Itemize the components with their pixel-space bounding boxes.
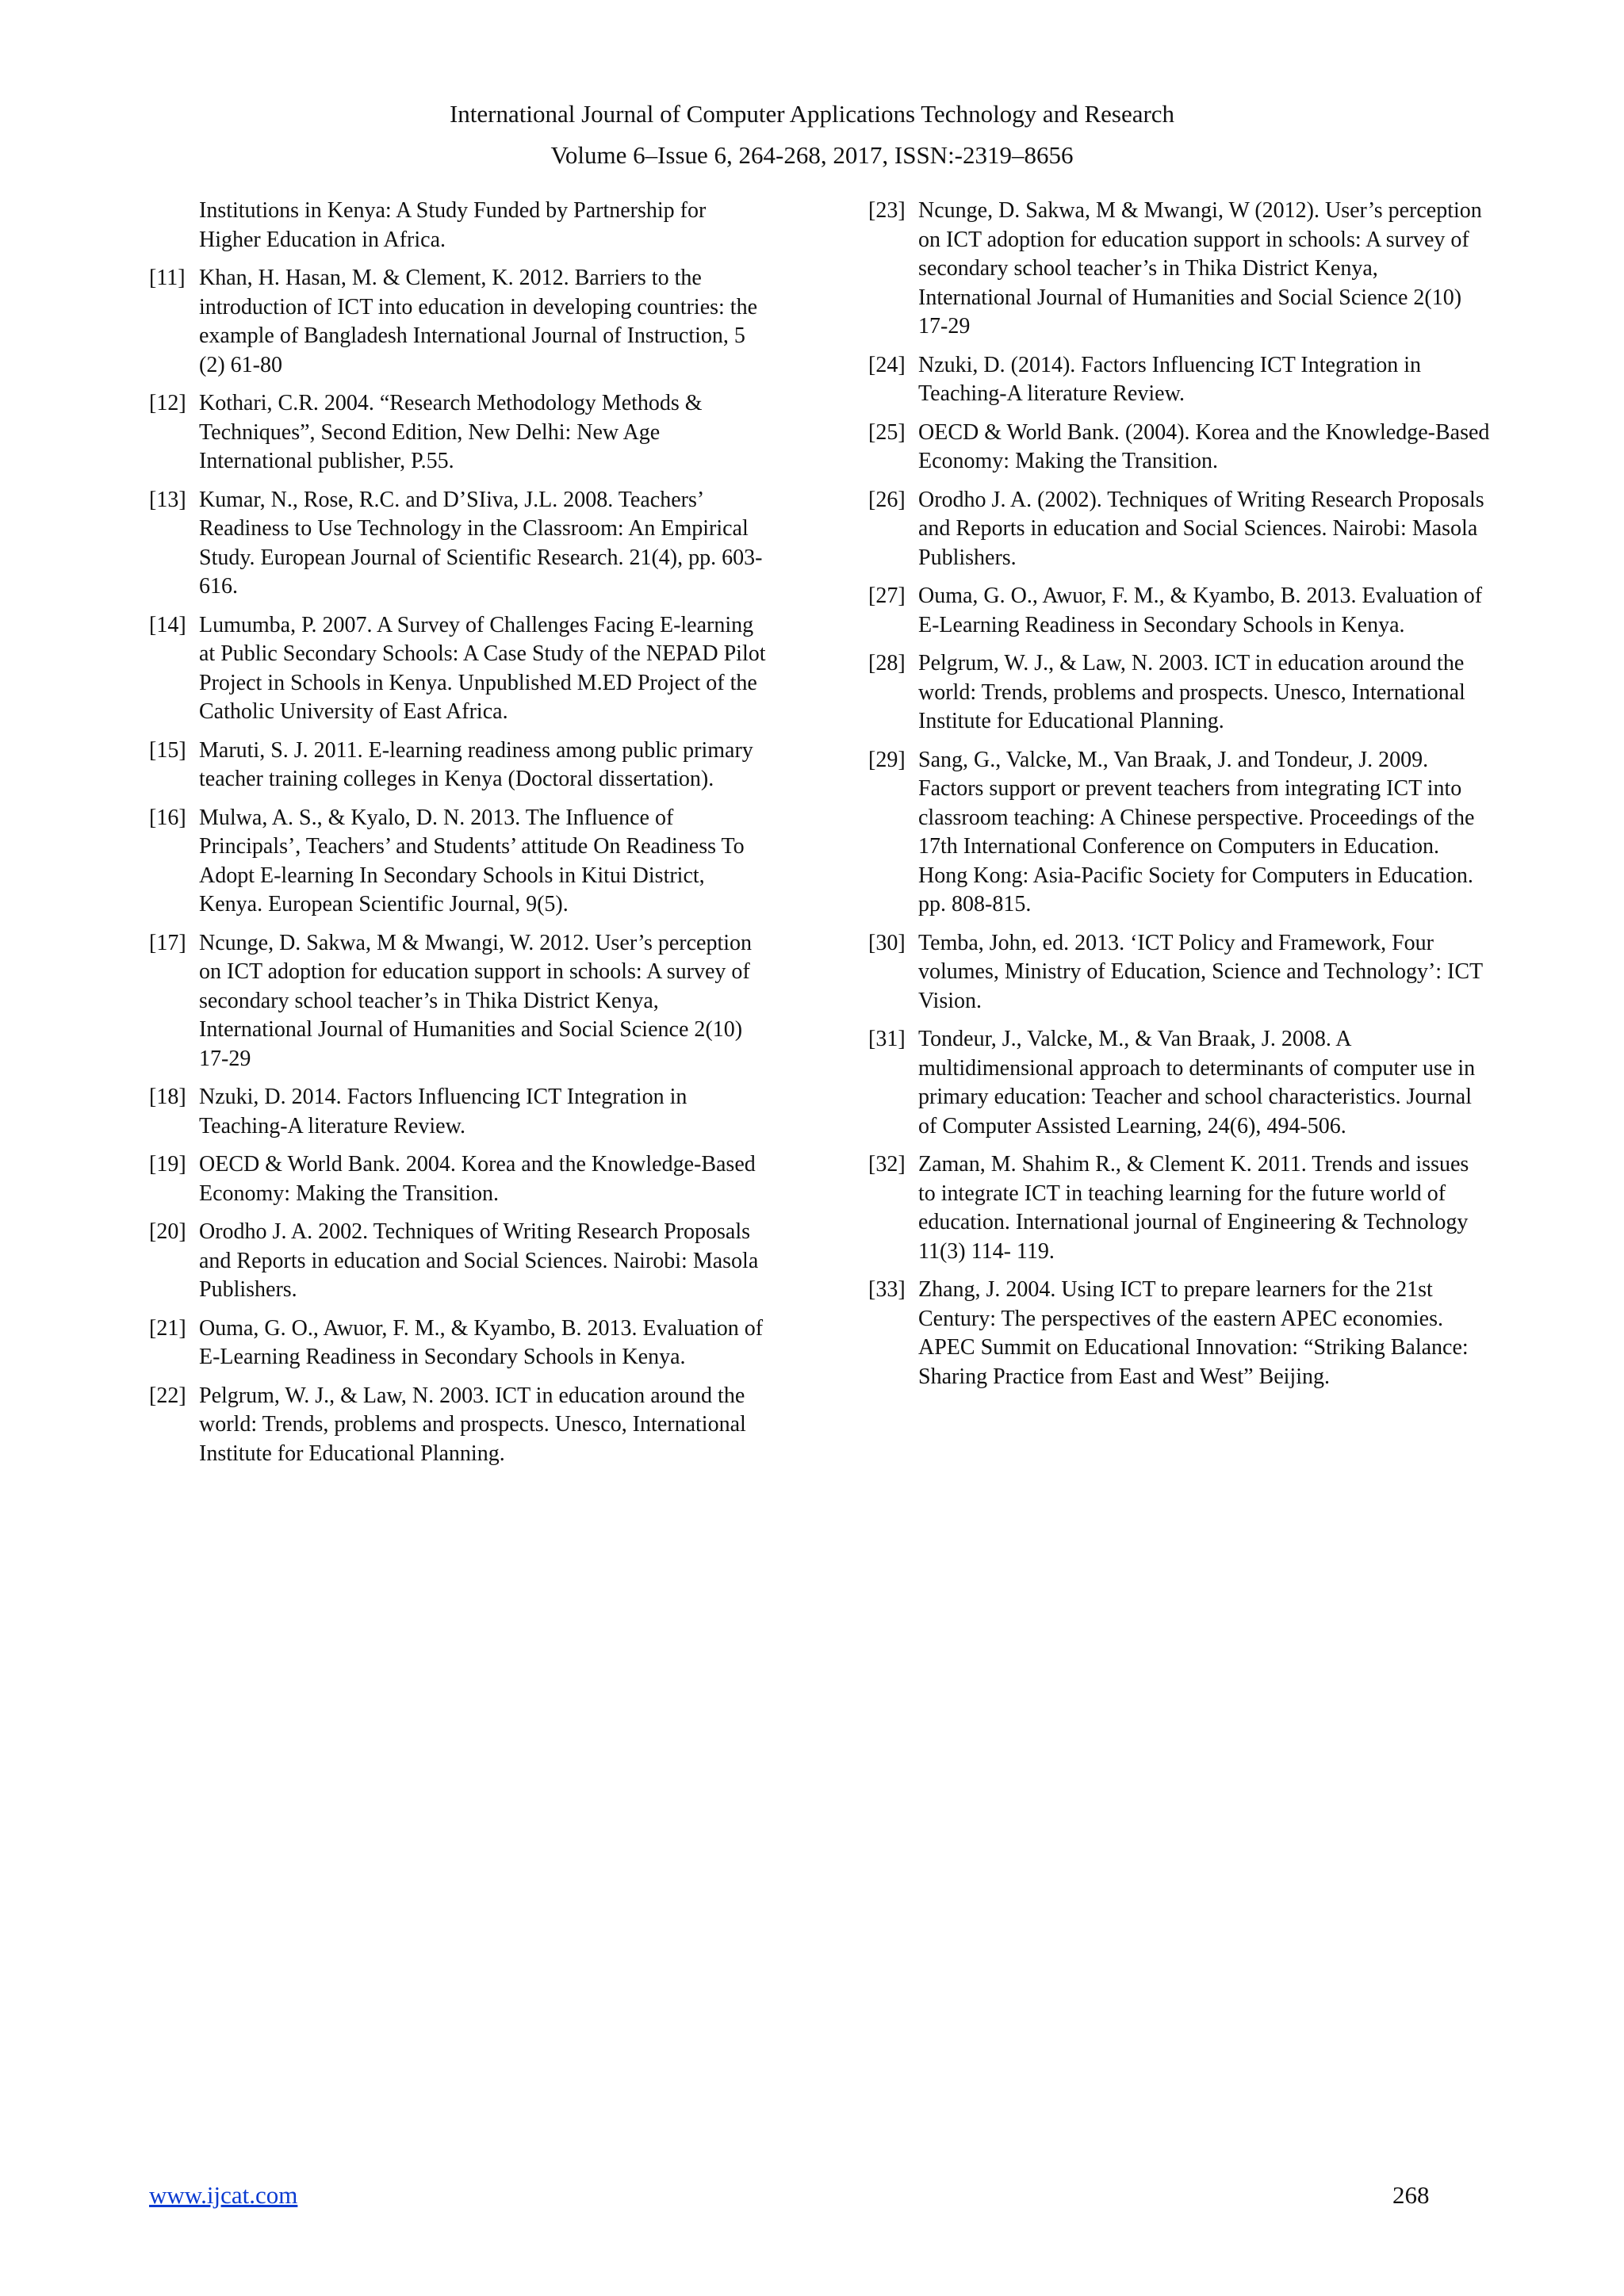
reference-number: [11]	[149, 266, 186, 290]
reference-text: Nzuki, D. (2014). Factors Influencing ICT Integration in Teaching-A literature Review.	[918, 352, 1422, 406]
reference-item	[149, 1314, 772, 1372]
reference-text: Tondeur, J., Valcke, M., & Van Braak, J. 2008. A multidimensional approach to determinants of computer use in primary education: Teacher and school characteristics. Journal of Computer Assisted Learning, 24(6), 494-506.	[918, 1027, 1476, 1138]
reference-number: [29]	[868, 747, 906, 772]
reference-item	[868, 486, 1492, 573]
reference-item	[868, 1276, 1492, 1391]
reference-number: [18]	[149, 1085, 186, 1109]
reference-continuation	[149, 197, 772, 254]
reference-number: [23]	[868, 198, 906, 223]
reference-number: [15]	[149, 737, 186, 763]
reference-list-right	[868, 197, 1492, 1391]
references-column-right	[868, 197, 1492, 1401]
reference-item	[868, 351, 1492, 409]
reference-number: [33]	[868, 1277, 906, 1302]
reference-text: Ncunge, D. Sakwa, M & Mwangi, W (2012). User’s perception on ICT adoption for education support in schools: A survey of secondary school teacher’s in Thika District Kenya, International Journal of Humanities and Social Science 2(10) 17-29	[918, 198, 1482, 339]
reference-item	[149, 1150, 772, 1208]
reference-item	[868, 1150, 1492, 1266]
reference-number: [17]	[149, 930, 186, 955]
reference-text: Pelgrum, W. J., & Law, N. 2003. ICT in education around the world: Trends, problems and prospects. Unesco, International Institute for Educational Planning.	[918, 651, 1465, 733]
reference-text: Zhang, J. 2004. Using ICT to prepare learners for the 21st Century: The perspectives of the eastern APEC economies. APEC Summit on Educational Innovation: “Striking Balance: Sharing Practice from East and West” Beijing.	[918, 1277, 1469, 1389]
reference-item	[149, 737, 772, 794]
reference-number: [16]	[149, 805, 186, 830]
reference-item	[149, 611, 772, 727]
reference-item	[868, 1025, 1492, 1141]
reference-text: Zaman, M. Shahim R., & Clement K. 2011. Trends and issues to integrate ICT in teaching learning for the future world of education. International journal of Engineering & Technology 11(3) 114- 119.	[918, 1152, 1469, 1264]
reference-text: Ouma, G. O., Awuor, F. M., & Kyambo, B. 2013. Evaluation of E-Learning Readiness in Secondary Schools in Kenya.	[199, 1315, 764, 1369]
reference-number: [25]	[868, 419, 906, 445]
reference-item	[149, 804, 772, 920]
reference-number: [24]	[868, 352, 906, 377]
reference-item	[149, 389, 772, 476]
reference-text: Sang, G., Valcke, M., Van Braak, J. and Tondeur, J. 2009. Factors support or prevent teachers from integrating ICT into classroom teaching: A Chinese perspective. Proceedings of the 17th International Conference on Computers in Education. Hong Kong: Asia-Pacific Society for Computers in Education. pp. 808-815.	[918, 747, 1475, 916]
footer-website-link[interactable]: www.ijcat.com	[149, 2181, 298, 2209]
reference-number: [31]	[868, 1027, 906, 1051]
reference-text: Ncunge, D. Sakwa, M & Mwangi, W. 2012. User’s perception on ICT adoption for education support in schools: A survey of secondary school teacher’s in Thika District Kenya, International Journal of Humanities and Social Science 2(10) 17-29	[199, 930, 753, 1071]
reference-text: Nzuki, D. 2014. Factors Influencing ICT Integration in Teaching-A literature Review.	[199, 1085, 688, 1138]
reference-item	[868, 929, 1492, 1016]
journal-volume-info: Volume 6–Issue 6, 264-268, 2017, ISSN:-2319–8656	[550, 141, 1074, 169]
reference-text: Ouma, G. O., Awuor, F. M., & Kyambo, B. 2013. Evaluation of E-Learning Readiness in Secondary Schools in Kenya.	[918, 584, 1483, 637]
reference-item	[149, 1218, 772, 1305]
reference-item	[868, 746, 1492, 920]
reference-text: Institutions in Kenya: A Study Funded by Partnership for Higher Education in Africa.	[199, 198, 707, 252]
reference-number: [20]	[149, 1219, 186, 1244]
reference-number: [13]	[149, 487, 186, 512]
reference-number: [27]	[868, 584, 906, 608]
reference-number: [28]	[868, 651, 906, 675]
reference-text: Orodho J. A. 2002. Techniques of Writing Research Proposals and Reports in education and Social Sciences. Nairobi: Masola Publishers.	[199, 1219, 759, 1302]
journal-title: International Journal of Computer Applications Technology and Research	[449, 100, 1175, 128]
reference-text: Orodho J. A. (2002). Techniques of Writing Research Proposals and Reports in education and Social Sciences. Nairobi: Masola Publishers.	[918, 487, 1484, 570]
reference-item	[149, 486, 772, 602]
reference-text: Kothari, C.R. 2004. “Research Methodology Methods & Techniques”, Second Edition, New Delhi: New Age International publisher, P.55.	[199, 391, 703, 473]
reference-text: OECD & World Bank. 2004. Korea and the Knowledge-Based Economy: Making the Transition.	[199, 1152, 756, 1206]
reference-item	[868, 649, 1492, 737]
reference-number: [14]	[149, 612, 186, 637]
reference-item	[868, 419, 1492, 476]
reference-item	[149, 1382, 772, 1469]
reference-number: [32]	[868, 1152, 906, 1177]
reference-text: Kumar, N., Rose, R.C. and D’SIiva, J.L. 2008. Teachers’ Readiness to Use Technology in the Classroom: An Empirical Study. European Journal of Scientific Research. 21(4), pp. 603-616.	[199, 487, 763, 599]
reference-text: Pelgrum, W. J., & Law, N. 2003. ICT in education around the world: Trends, problems and prospects. Unesco, International Institute for Educational Planning.	[199, 1383, 746, 1466]
reference-number: [22]	[149, 1383, 186, 1408]
reference-number: [19]	[149, 1152, 186, 1177]
reference-number: [26]	[868, 487, 906, 512]
reference-number: [12]	[149, 391, 186, 415]
reference-item	[868, 197, 1492, 342]
reference-item	[149, 929, 772, 1074]
reference-list-left	[149, 264, 772, 1468]
reference-item	[868, 582, 1492, 640]
page-number: 268	[1392, 2181, 1430, 2209]
reference-text: Maruti, S. J. 2011. E-learning readiness among public primary teacher training colleges in Kenya (Doctoral dissertation).	[199, 737, 753, 791]
reference-item	[149, 1083, 772, 1141]
reference-text: Temba, John, ed. 2013. ‘ICT Policy and Framework, Four volumes, Ministry of Education, Science and Technology’: ICT Vision.	[918, 930, 1483, 1013]
reference-text: Lumumba, P. 2007. A Survey of Challenges Facing E-learning at Public Secondary Schools: A Case Study of the NEPAD Pilot Project in Schools in Kenya. Unpublished M.ED Project of the Catholic University of East Africa.	[199, 612, 766, 724]
reference-text: Mulwa, A. S., & Kyalo, D. N. 2013. The Influence of Principals’, Teachers’ and Students’ attitude On Readiness To Adopt E-learning In Secondary Schools in Kitui District, Kenya. European Scientific Journal, 9(5).	[199, 805, 745, 916]
reference-item	[149, 264, 772, 380]
reference-number: [21]	[149, 1315, 186, 1341]
reference-number: [30]	[868, 930, 906, 955]
reference-text: Khan, H. Hasan, M. & Clement, K. 2012. Barriers to the introduction of ICT into education in developing countries: the example of Bangladesh International Journal of Instruction, 5 (2) 61-80	[199, 266, 758, 377]
references-column-left	[149, 197, 772, 1478]
reference-text: OECD & World Bank. (2004). Korea and the Knowledge-Based Economy: Making the Transition.	[918, 419, 1490, 473]
